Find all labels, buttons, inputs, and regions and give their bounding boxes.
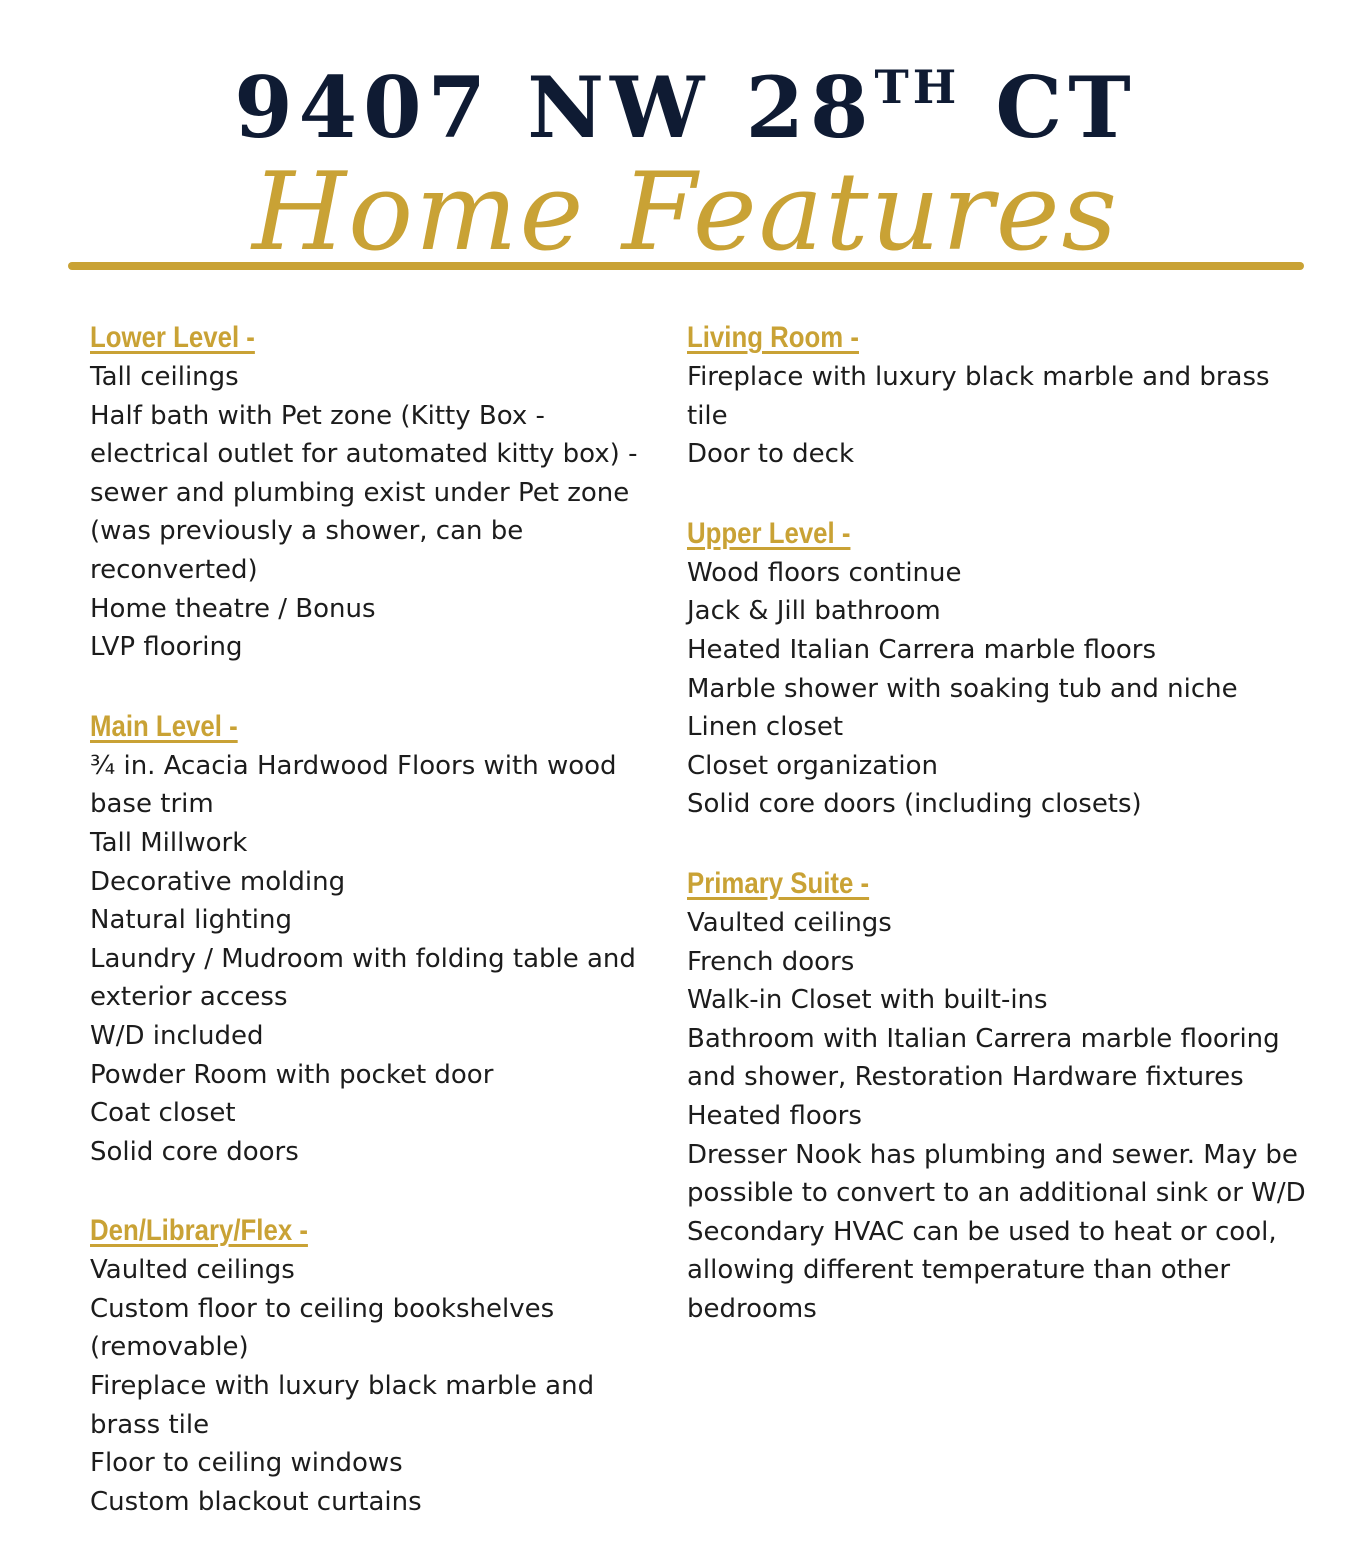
list-item: Home theatre / Bonus xyxy=(90,593,376,624)
section-lower-level xyxy=(90,318,660,667)
right-column xyxy=(687,318,1307,1368)
feature-list xyxy=(687,554,1307,824)
list-item: Jack & Jill bathroom xyxy=(687,596,941,627)
left-column xyxy=(90,318,660,1561)
list-item: Natural lighting xyxy=(90,905,292,936)
section-title: Lower Level - xyxy=(90,321,255,354)
address-street-type: CT xyxy=(960,58,1137,157)
list-item: Linen closet xyxy=(687,712,844,743)
feature-list xyxy=(90,747,660,1172)
feature-list xyxy=(90,358,660,667)
list-item: Closet organization xyxy=(687,750,938,781)
section-title: Living Room - xyxy=(687,321,859,354)
feature-list xyxy=(687,904,1307,1329)
list-item: Coat closet xyxy=(90,1098,236,1129)
list-item: Tall Millwork xyxy=(90,827,248,858)
list-item: Solid core doors xyxy=(90,1136,299,1167)
list-item: Marble shower with soaking tub and niche xyxy=(687,673,1238,704)
list-item: Dresser Nook has plumbing and sewer. May be possible to convert to an additional sink or W/D xyxy=(687,1139,1306,1209)
list-item: French doors xyxy=(687,946,855,977)
list-item: ¾ in. Acacia Hardwood Floors with wood base trim xyxy=(90,750,617,820)
section-title: Upper Level - xyxy=(687,516,851,550)
list-item: Fireplace with luxury black marble and brass tile xyxy=(687,362,1270,431)
page-header xyxy=(0,0,1371,310)
list-item: Floor to ceiling windows xyxy=(90,1448,403,1479)
section-upper-level xyxy=(687,514,1307,824)
list-item: Vaulted ceilings xyxy=(90,1255,295,1286)
list-item: Fireplace with luxury black marble and brass tile xyxy=(90,1371,595,1440)
list-item: Custom blackout curtains xyxy=(90,1486,422,1517)
list-item: Custom floor to ceiling bookshelves (removable) xyxy=(90,1293,555,1363)
list-item: Powder Room with pocket door xyxy=(90,1059,494,1090)
list-item: Heated floors xyxy=(687,1100,862,1131)
feature-list xyxy=(687,358,1307,474)
list-item: Heated Italian Carrera marble floors xyxy=(687,634,1157,665)
home-features-script-title: Home Features xyxy=(251,150,1120,275)
section-living-room xyxy=(687,318,1307,474)
section-title: Den/Library/Flex - xyxy=(90,1214,308,1248)
list-item: Laundry / Mudroom with folding table and exterior access xyxy=(90,943,636,1013)
address-ordinal-suffix: TH xyxy=(874,60,961,114)
list-item: Decorative molding xyxy=(90,866,346,897)
list-item: Secondary HVAC can be used to heat or cool, allowing different temperature than other bedrooms xyxy=(687,1216,1277,1324)
section-title: Primary Suite - xyxy=(687,866,870,900)
list-item: Half bath with Pet zone (Kitty Box - electrical outlet for automated kitty box) - sewer and plumbing exist under Pet zone (was previously a shower, can be reconverted) xyxy=(90,400,638,585)
feature-list xyxy=(90,1251,660,1521)
list-item: Solid core doors (including closets) xyxy=(687,789,1142,820)
list-item: Bathroom with Italian Carrera marble flooring and shower, Restoration Hardware fixtures xyxy=(687,1023,1280,1093)
list-item: W/D included xyxy=(90,1020,264,1051)
property-address xyxy=(0,58,1371,157)
list-item: Tall ceilings xyxy=(90,362,239,392)
list-item: Vaulted ceilings xyxy=(687,907,892,938)
section-primary-suite xyxy=(687,864,1307,1329)
list-item: Walk-in Closet with built-ins xyxy=(687,985,1048,1016)
address-number-street: 9407 NW 28 xyxy=(234,58,875,157)
list-item: Door to deck xyxy=(687,439,855,470)
section-den-library-flex xyxy=(90,1211,660,1521)
list-item: LVP flooring xyxy=(90,632,243,663)
section-title: Main Level - xyxy=(90,709,238,743)
section-main-level xyxy=(90,707,660,1172)
list-item: Wood floors continue xyxy=(687,557,962,588)
